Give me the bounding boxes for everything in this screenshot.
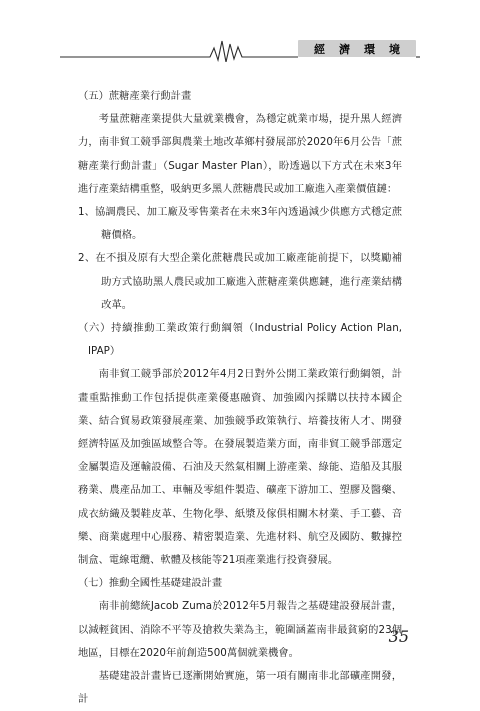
paragraph: 南非前總統Jacob Zuma於2012年5月報告之基礎建設發展計畫，以減輕貧困、消除不平等及搶救失業為主，範圍涵蓋南非最貧窮的23個地區，目標在2020年前創造500萬個就業機會。 xyxy=(78,600,402,659)
paragraph: 基礎建設計畫皆已逐漸開始實施，第一項有關南非北部礦產開發，計 xyxy=(78,670,402,706)
header-char: 境 xyxy=(389,42,400,56)
paragraph: 南非貿工競爭部於2012年4月2日對外公開工業政策行動綱領，計畫重點推動工作包括提供產業優惠融資、加強國內採購以扶持本國企業、結合貿易政策發展產業、加強競爭政策執行、培養技術人才、開發經濟特區及加強區域整合等。在發展製造業方面，南非貿工競爭部選定金屬製造及運輸設備、石油及天然氣相關上游產業、綠能、造船及其服務業、農產品加工、車輛及零組件製造、礦產下游加工、塑膠及醫藥、成衣紡織及製鞋皮革、生物化學、紙漿及傢俱相關木材業、手工藝、音樂、商業處理中心服務、精密製造業、先進材料、航空及國防、數據控制盒、電線電纜、軟體及核能等21項產業進行投資發展。 xyxy=(78,368,402,567)
header-char: 環 xyxy=(364,42,375,56)
page-body xyxy=(78,85,402,711)
header-char: 濟 xyxy=(339,42,350,56)
section-heading: （七）推動全國性基礎建設計畫 xyxy=(78,577,223,590)
list-item: 2、在不損及原有大型企業化蔗糖農民或加工廠產能前提下，以獎勵補助方式協助黑人農民或加工廠進入蔗糖產業供應鏈，進行產業結構改革。 xyxy=(78,252,402,311)
list-item: 1、協調農民、加工廠及零售業者在未來3年內透過減少供應方式穩定蔗糖價格。 xyxy=(78,206,402,242)
running-header xyxy=(298,40,416,57)
section-heading: （六）持續推動工業政策行動綱領（Industrial Policy Action Plan, IPAP） xyxy=(78,322,402,358)
page-number: 35 xyxy=(388,627,409,646)
paragraph: 考量蔗糖產業提供大量就業機會，為穩定就業市場，提升黑人經濟力，南非貿工競爭部與農業土地改革鄉村發展部於2020年6月公告「蔗糖產業行動計畫」（Sugar Master Plan），盼透過以下方式在未來3年進行產業結構重整，吸納更多黑人蔗糖農民或加工廠進入產業價值鏈： xyxy=(78,113,402,195)
header-char: 經 xyxy=(314,42,325,56)
section-heading: （五）蔗糖產業行動計畫 xyxy=(78,90,192,102)
